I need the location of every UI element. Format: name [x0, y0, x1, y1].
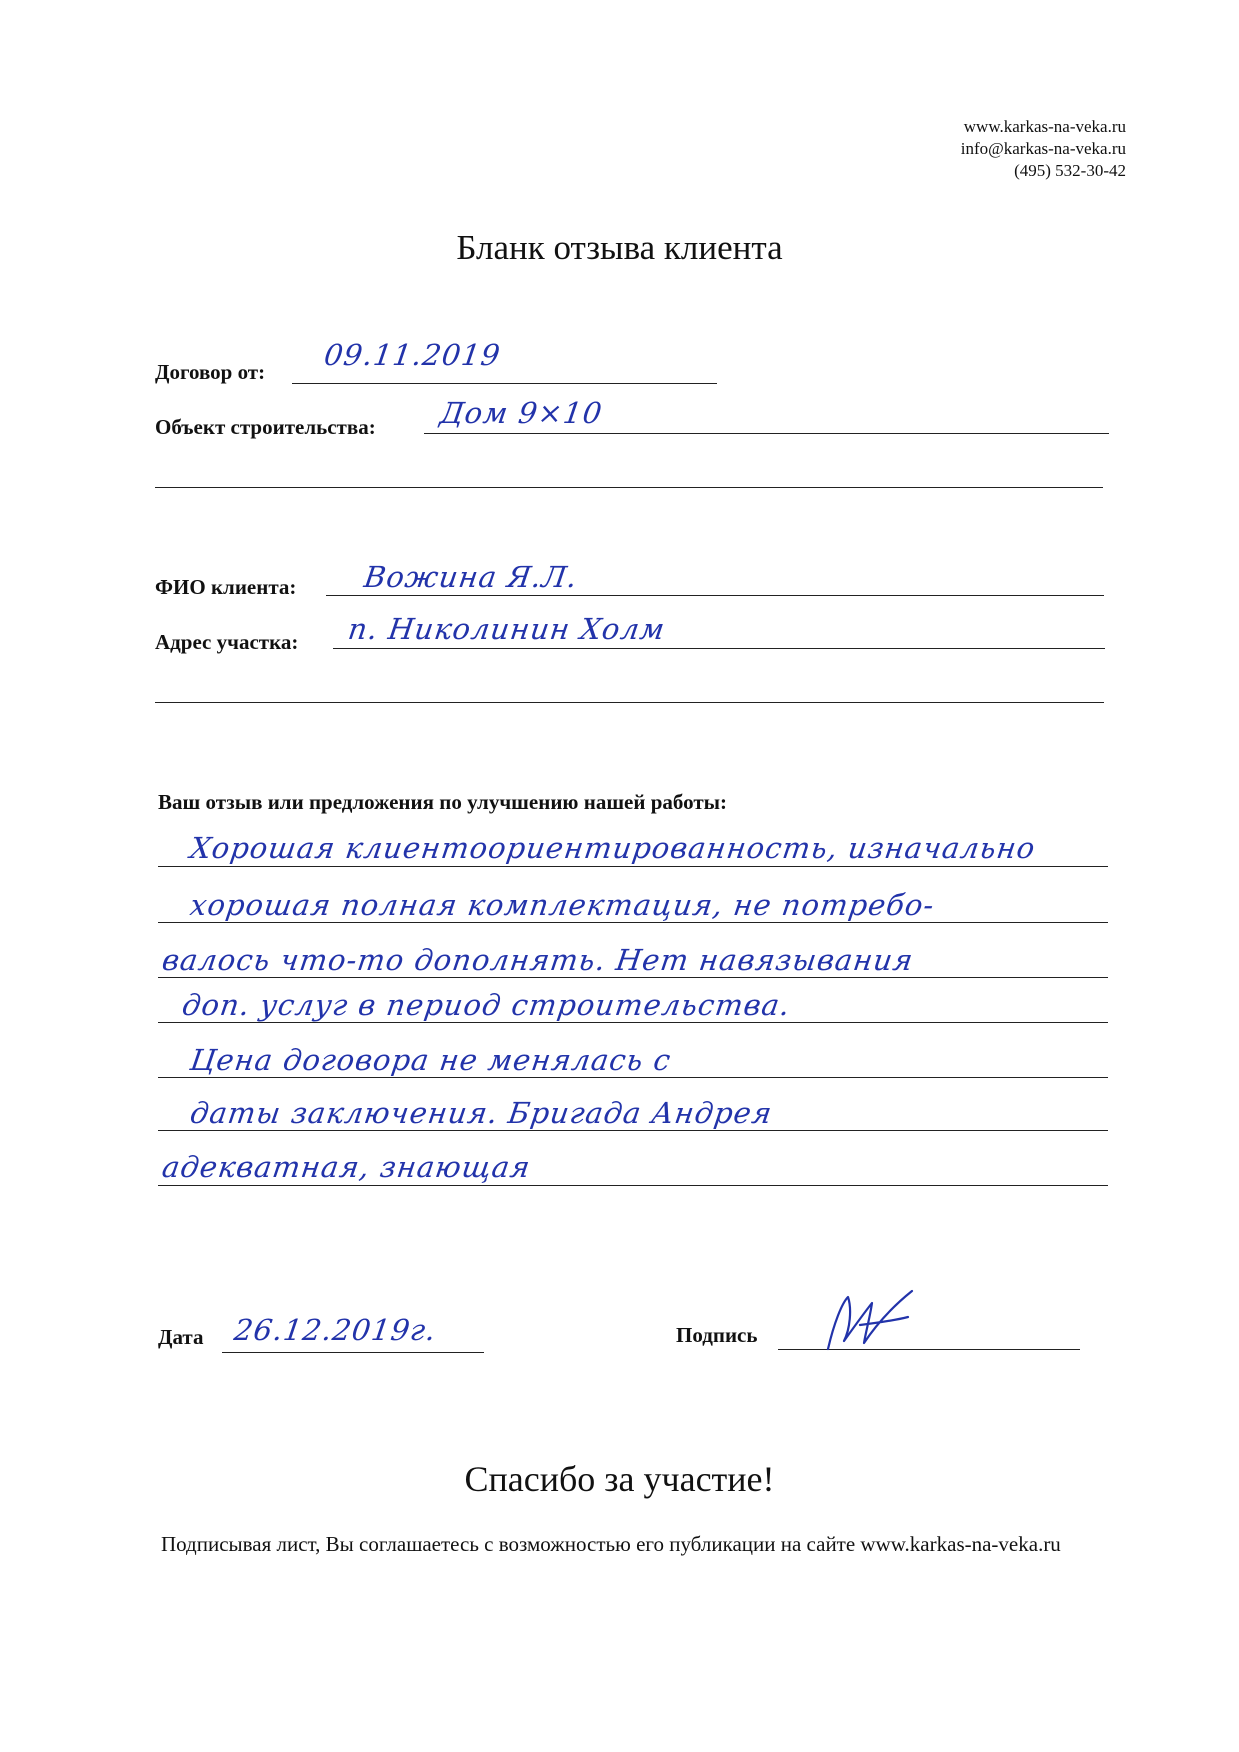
contract-date-label: Договор от: — [155, 360, 266, 384]
contract-date-value: 09.11.2019 — [322, 338, 503, 372]
signature-mark — [820, 1283, 950, 1355]
plot-address-line — [333, 648, 1105, 649]
client-name-line — [326, 595, 1104, 596]
plot-address-value: п. Николинин Холм — [346, 612, 668, 646]
publication-note: Подписывая лист, Вы соглашаетесь с возможностью его публикации на сайте www.karkas-na-veka.ru — [161, 1532, 1061, 1556]
date-label: Дата — [158, 1325, 204, 1349]
form-title: Бланк отзыва клиента — [456, 228, 783, 267]
feedback-line — [158, 1185, 1108, 1186]
client-name-label: ФИО клиента: — [155, 575, 297, 599]
feedback-text-line: даты заключения. Бригада Андрея — [188, 1096, 775, 1130]
date-value: 26.12.2019г. — [232, 1313, 439, 1347]
plot-address-label: Адрес участка: — [155, 630, 299, 654]
contract-date-line — [292, 383, 717, 384]
feedback-line — [158, 1022, 1108, 1023]
feedback-line — [158, 977, 1108, 978]
plot-address-line-2 — [155, 702, 1104, 703]
feedback-text-line: валось что-то дополнять. Нет навязывания — [160, 943, 916, 977]
feedback-text-line: Цена договора не менялась с — [188, 1043, 674, 1077]
feedback-text-line: Хорошая клиентоориентированность, изначально — [188, 831, 1038, 865]
thanks-text: Спасибо за участие! — [464, 1459, 775, 1499]
construction-object-line — [424, 433, 1109, 434]
client-name-value: Вожина Я.Л. — [362, 560, 580, 594]
feedback-line — [158, 866, 1108, 867]
feedback-line — [158, 922, 1108, 923]
site-url: www.karkas-na-veka.ru — [963, 117, 1126, 136]
contact-info — [961, 116, 1126, 182]
feedback-text-line: хорошая полная комплектация, не потребо- — [188, 888, 937, 922]
construction-object-line-2 — [155, 487, 1103, 488]
signature-label: Подпись — [676, 1323, 758, 1347]
phone: (495) 532-30-42 — [1014, 161, 1126, 180]
date-line — [222, 1352, 484, 1353]
email: info@karkas-na-veka.ru — [960, 139, 1126, 158]
feedback-text-line: адекватная, знающая — [160, 1150, 533, 1184]
construction-object-value: Дом 9×10 — [438, 396, 605, 430]
construction-object-label: Объект строительства: — [155, 415, 376, 439]
feedback-label: Ваш отзыв или предложения по улучшению нашей работы: — [158, 790, 728, 814]
feedback-line — [158, 1077, 1108, 1078]
feedback-text-line: доп. услуг в период строительства. — [180, 988, 793, 1022]
feedback-line — [158, 1130, 1108, 1131]
